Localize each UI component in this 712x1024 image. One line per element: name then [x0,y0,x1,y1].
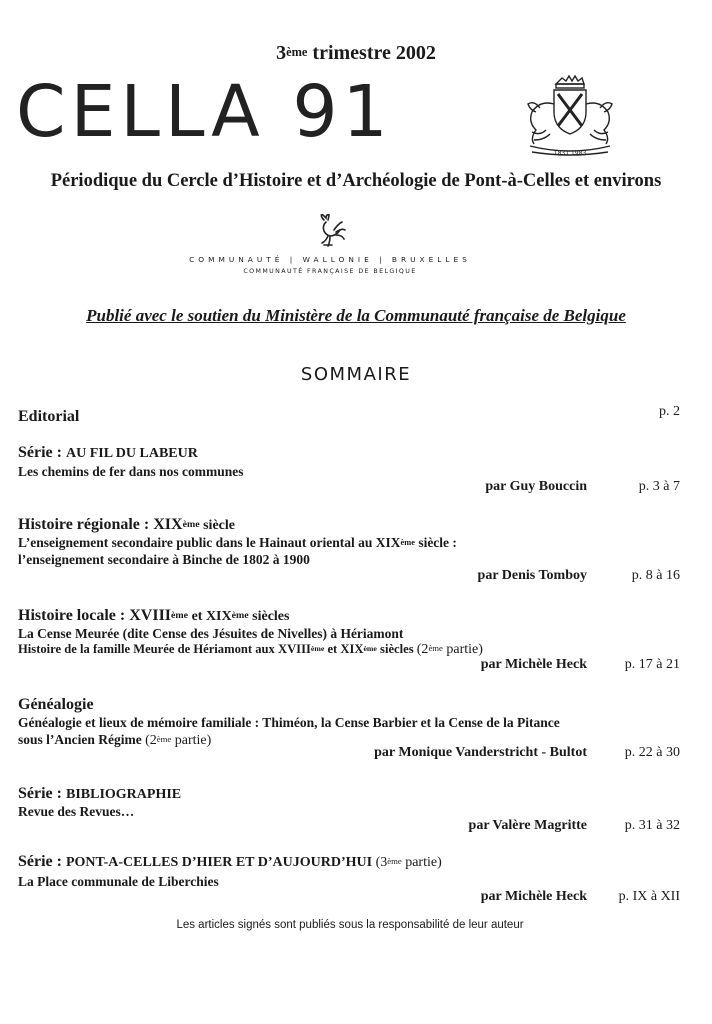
toc-s2-line2: l’enseignement secondaire à Binche de 1802 à 1900 [18,552,310,567]
toc-s2-pages: p. 8 à 16 [631,568,680,583]
toc-s6-article: La Place communale de Liberchies [18,874,219,889]
journal-subtitle: Périodique du Cercle d’Histoire et d’Archéologie de Pont-à-Celles et environs [50,171,662,191]
toc-s1-pages: p. 3 à 7 [638,479,680,494]
toc-s3-author: par Michèle Heck [480,657,587,672]
community-line-2: COMMUNAUTÉ FRANÇAISE DE BELGIQUE [243,268,417,275]
toc-s4-heading: Généalogie [18,696,94,713]
community-line-1: COMMUNAUTÉ | WALLONIE | BRUXELLES [189,255,471,264]
rooster-logo-icon [310,214,346,252]
toc-s3-pages: p. 17 à 21 [624,657,680,672]
toc-s5-article: Revue des Revues… [18,804,135,819]
toc-s2-author: par Denis Tomboy [477,568,587,583]
sommaire-heading: SOMMAIRE [300,364,412,385]
toc-s4-pages: p. 22 à 30 [624,745,680,760]
support-statement: Publié avec le soutien du Ministère de la Communauté française de Belgique [86,306,626,325]
toc-s2-line1: L’enseignement secondaire public dans le Hainaut oriental au XIXème siècle : [18,535,457,550]
responsibility-note: Les articles signés sont publiés sous la responsabilité de leur auteur [176,919,524,931]
toc-s2-heading: Histoire régionale : XIXème siècle [18,516,235,533]
toc-s3-heading: Histoire locale : XVIIIème et XIXème siècles [18,607,290,624]
toc-s5-author: par Valère Magritte [468,818,587,833]
toc-editorial-title: Editorial [18,408,80,425]
coat-of-arms-icon [520,74,620,162]
issue-date: 3ème trimestre 2002 [276,42,436,64]
toc-s6-heading: Série : PONT-A-CELLES D’HIER ET D’AUJOURD’HUI (3ème partie) [18,853,442,870]
toc-s4-line1: Généalogie et lieux de mémoire familiale : Thiméon, la Cense Barbier et la Cense de la Pitance [18,715,560,730]
toc-s1-article: Les chemins de fer dans nos communes [18,464,244,479]
toc-s3-line2: Histoire de la famille Meurée de Hériamont aux XVIIIème et XIXème siècles (2ème partie) [18,642,483,657]
toc-s1-heading: Série : AU FIL DU LABEUR [18,444,198,461]
toc-s6-pages: p. IX à XII [618,889,680,904]
toc-s5-heading: Série : BIBLIOGRAPHIE [18,785,182,802]
toc-s3-line1: La Cense Meurée (dite Cense des Jésuites de Nivelles) à Hériamont [18,626,404,641]
journal-title: CELLA 91 [16,70,393,153]
crest-motto: 1831 1983 [553,150,587,157]
toc-s1-author: par Guy Bouccin [485,479,587,494]
toc-editorial-pages: p. 2 [659,404,680,419]
toc-s6-author: par Michèle Heck [480,889,587,904]
toc-s4-line2: sous l’Ancien Régime (2ème partie) [18,732,212,748]
toc-s5-pages: p. 31 à 32 [624,818,680,833]
toc-s4-author: par Monique Vanderstricht - Bultot [374,745,587,760]
